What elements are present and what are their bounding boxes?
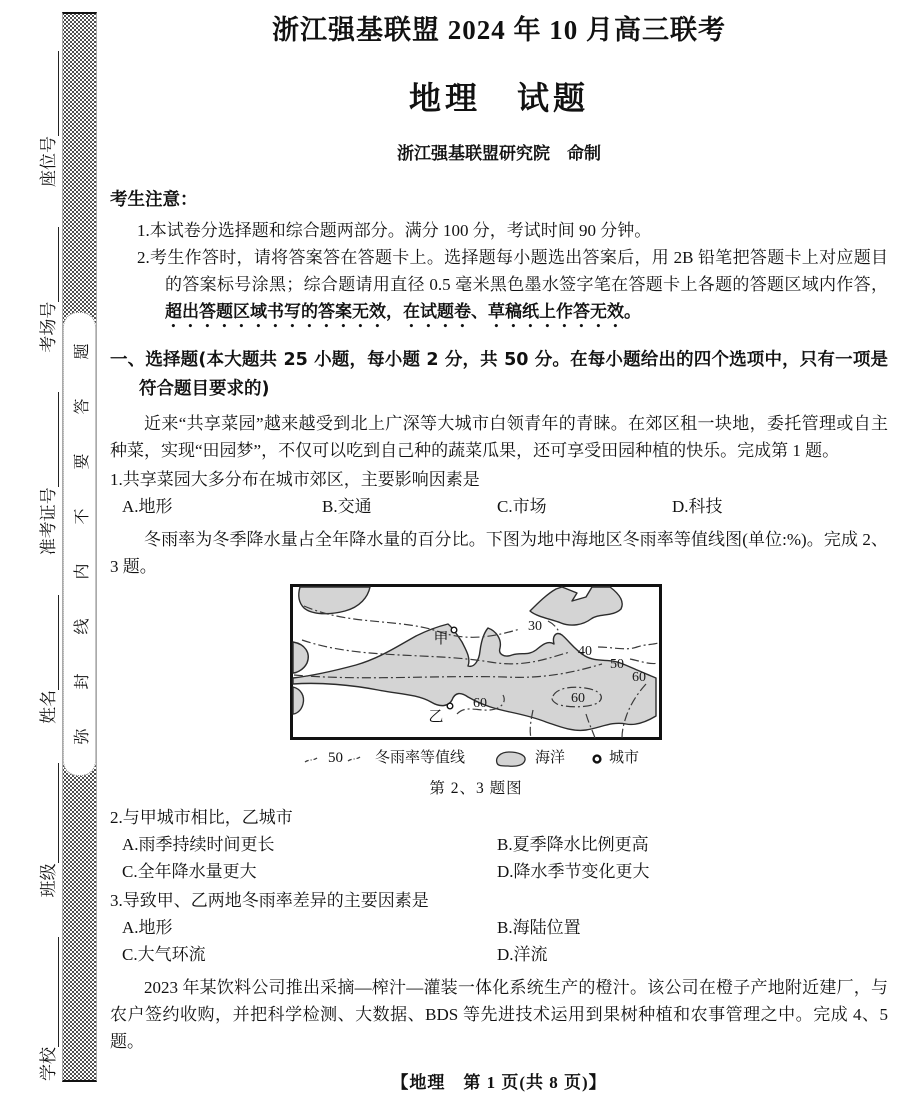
option-c: C.全年降水量更大 bbox=[122, 862, 257, 881]
option-a: A.地形 bbox=[122, 497, 173, 516]
option-a: A.地形 bbox=[122, 918, 173, 937]
city-icon bbox=[591, 753, 603, 765]
passage-1: 近来“共享菜园”越来越受到北上广深等大城市白领青年的青睐。在郊区租一块地，委托管理或自主种菜，实现“田园梦”，不仅可以吃到自己种的蔬菜瓜果，还可享受田园种植的快乐。完成第 1 题。 bbox=[110, 414, 888, 460]
field-name-label: 姓名 bbox=[39, 689, 58, 724]
page-title: 浙江强基联盟 2024 年 10 月高三联考 bbox=[272, 15, 726, 45]
seal-char: 题 bbox=[73, 343, 90, 360]
field-blank bbox=[40, 51, 59, 136]
passage-2: 冬雨率为冬季降水量占全年降水量的百分比。下图为地中海地区冬雨率等值线图(单位:%)。完成 2、3 题。 bbox=[110, 530, 888, 576]
seal-char: 内 bbox=[73, 563, 90, 580]
field-admission-no bbox=[34, 392, 59, 555]
seal-char: 不 bbox=[73, 508, 90, 525]
seal-char: 封 bbox=[73, 673, 90, 690]
map-figure bbox=[290, 584, 662, 802]
seal-text bbox=[68, 324, 92, 764]
field-class bbox=[34, 763, 59, 897]
content bbox=[110, 0, 888, 1055]
question-2-options bbox=[122, 831, 888, 885]
isoline-label-60-east: 60 bbox=[571, 691, 585, 706]
option-b: B.海陆位置 bbox=[497, 918, 581, 937]
passage-3: 2023 年某饮料公司推出采摘—榨汁—灌装一体化系统生产的橙汁。该公司在橙子产地附近建厂，与农户签约收购，并把科学检测、大数据、BDS 等先进技术运用到果树种植和农事管理之中。完成 4、5 题。 bbox=[110, 978, 888, 1051]
option-b: B.交通 bbox=[322, 497, 372, 516]
question-3-options bbox=[122, 914, 888, 968]
field-blank bbox=[40, 763, 59, 863]
field-room-no bbox=[34, 227, 59, 353]
isoline-label-50: 50 bbox=[610, 657, 624, 672]
seal-char: 线 bbox=[73, 618, 90, 635]
seal-window bbox=[63, 312, 96, 776]
map-legend bbox=[290, 745, 662, 772]
issuer-line: 浙江强基联盟研究院 命制 bbox=[397, 144, 601, 164]
notice-heading: 考生注意： bbox=[110, 190, 198, 210]
section-heading: 一、选择题(本大题共 25 小题，每小题 2 分，共 50 分。在每小题给出的四个选项中，只有一项是符合题目要求的) bbox=[110, 350, 888, 399]
legend-isoline-label: 冬雨率等值线 bbox=[375, 750, 466, 766]
seal-char: 弥 bbox=[73, 728, 90, 745]
isoline-label-60-right: 60 bbox=[632, 670, 646, 685]
sea-icon bbox=[491, 749, 529, 769]
field-room-no-label: 考场号 bbox=[39, 301, 58, 353]
isoline-label-30: 30 bbox=[528, 619, 542, 634]
field-school-label: 学校 bbox=[39, 1047, 58, 1081]
question-2-stem: 2.与甲城市相比，乙城市 bbox=[110, 808, 293, 827]
city-label-yi: 乙 bbox=[428, 709, 444, 725]
city-label-jia: 甲 bbox=[433, 631, 449, 647]
field-blank bbox=[40, 227, 59, 302]
seal-char: 答 bbox=[73, 398, 90, 415]
isoline-label-60-west: 60 bbox=[473, 696, 487, 711]
option-a: A.雨季持续时间更长 bbox=[122, 835, 275, 854]
page-footer: 【地理 第 1 页(共 8 页)】 bbox=[391, 1073, 607, 1092]
notice-item-2-emphasis: 超出答题区域书写的答案无效，在试题卷、草稿纸上作答无效。 bbox=[165, 302, 641, 322]
field-blank bbox=[40, 392, 59, 487]
city-marker-jia bbox=[451, 627, 457, 633]
isoline-label-40: 40 bbox=[578, 644, 592, 659]
question-1-stem: 1.共享菜园大多分布在城市郊区，主要影响因素是 bbox=[110, 470, 480, 489]
notice-item-2-text: 2.考生作答时，请将答案答在答题卡上。选择题每小题选出答案后，用 2B 铅笔把答题卡上对应题目的答案标号涂黑；综合题请用直径 0.5 毫米黑色墨水签字笔在答题卡上各题的答题区域内作答， bbox=[137, 248, 888, 294]
legend-city bbox=[591, 745, 639, 772]
notice-item-1: 1.本试卷分选择题和综合题两部分。满分 100 分，考试时间 90 分钟。 bbox=[137, 221, 652, 240]
notice-item-2 bbox=[137, 244, 888, 332]
legend-isoline-value: 50 bbox=[328, 750, 343, 766]
field-admission-no-label: 准考证号 bbox=[39, 487, 58, 556]
question-1-options bbox=[122, 493, 888, 520]
field-seat-no-label: 座位号 bbox=[39, 136, 58, 188]
sidebar-fields bbox=[25, 51, 59, 1081]
figure-caption: 第 2、3 题图 bbox=[429, 780, 523, 797]
field-seat-no bbox=[34, 51, 59, 187]
legend-city-label: 城市 bbox=[609, 750, 640, 766]
notice-block bbox=[110, 188, 888, 332]
legend-sea-label: 海洋 bbox=[535, 750, 566, 766]
option-c: C.大气环流 bbox=[122, 945, 206, 964]
field-school bbox=[34, 937, 59, 1081]
option-d: D.降水季节变化更大 bbox=[497, 862, 650, 881]
option-b: B.夏季降水比例更高 bbox=[497, 835, 649, 854]
field-blank bbox=[40, 595, 59, 690]
isoline-sample-icon bbox=[304, 754, 318, 764]
option-d: D.洋流 bbox=[497, 945, 548, 964]
legend-sea bbox=[491, 745, 565, 772]
option-d: D.科技 bbox=[672, 497, 723, 516]
field-class-label: 班级 bbox=[39, 863, 58, 898]
seal-char: 要 bbox=[73, 453, 90, 470]
city-marker-yi bbox=[447, 703, 453, 709]
option-c: C.市场 bbox=[497, 497, 547, 516]
legend-isoline bbox=[304, 745, 465, 772]
isoline-sample-icon bbox=[347, 754, 361, 764]
seal-strip bbox=[62, 12, 97, 1082]
mediterranean-map bbox=[290, 584, 662, 740]
field-blank bbox=[40, 937, 59, 1047]
subject-title: 地理 试题 bbox=[408, 80, 589, 116]
field-name bbox=[34, 595, 59, 724]
question-3-stem: 3.导致甲、乙两地冬雨率差异的主要因素是 bbox=[110, 891, 429, 910]
